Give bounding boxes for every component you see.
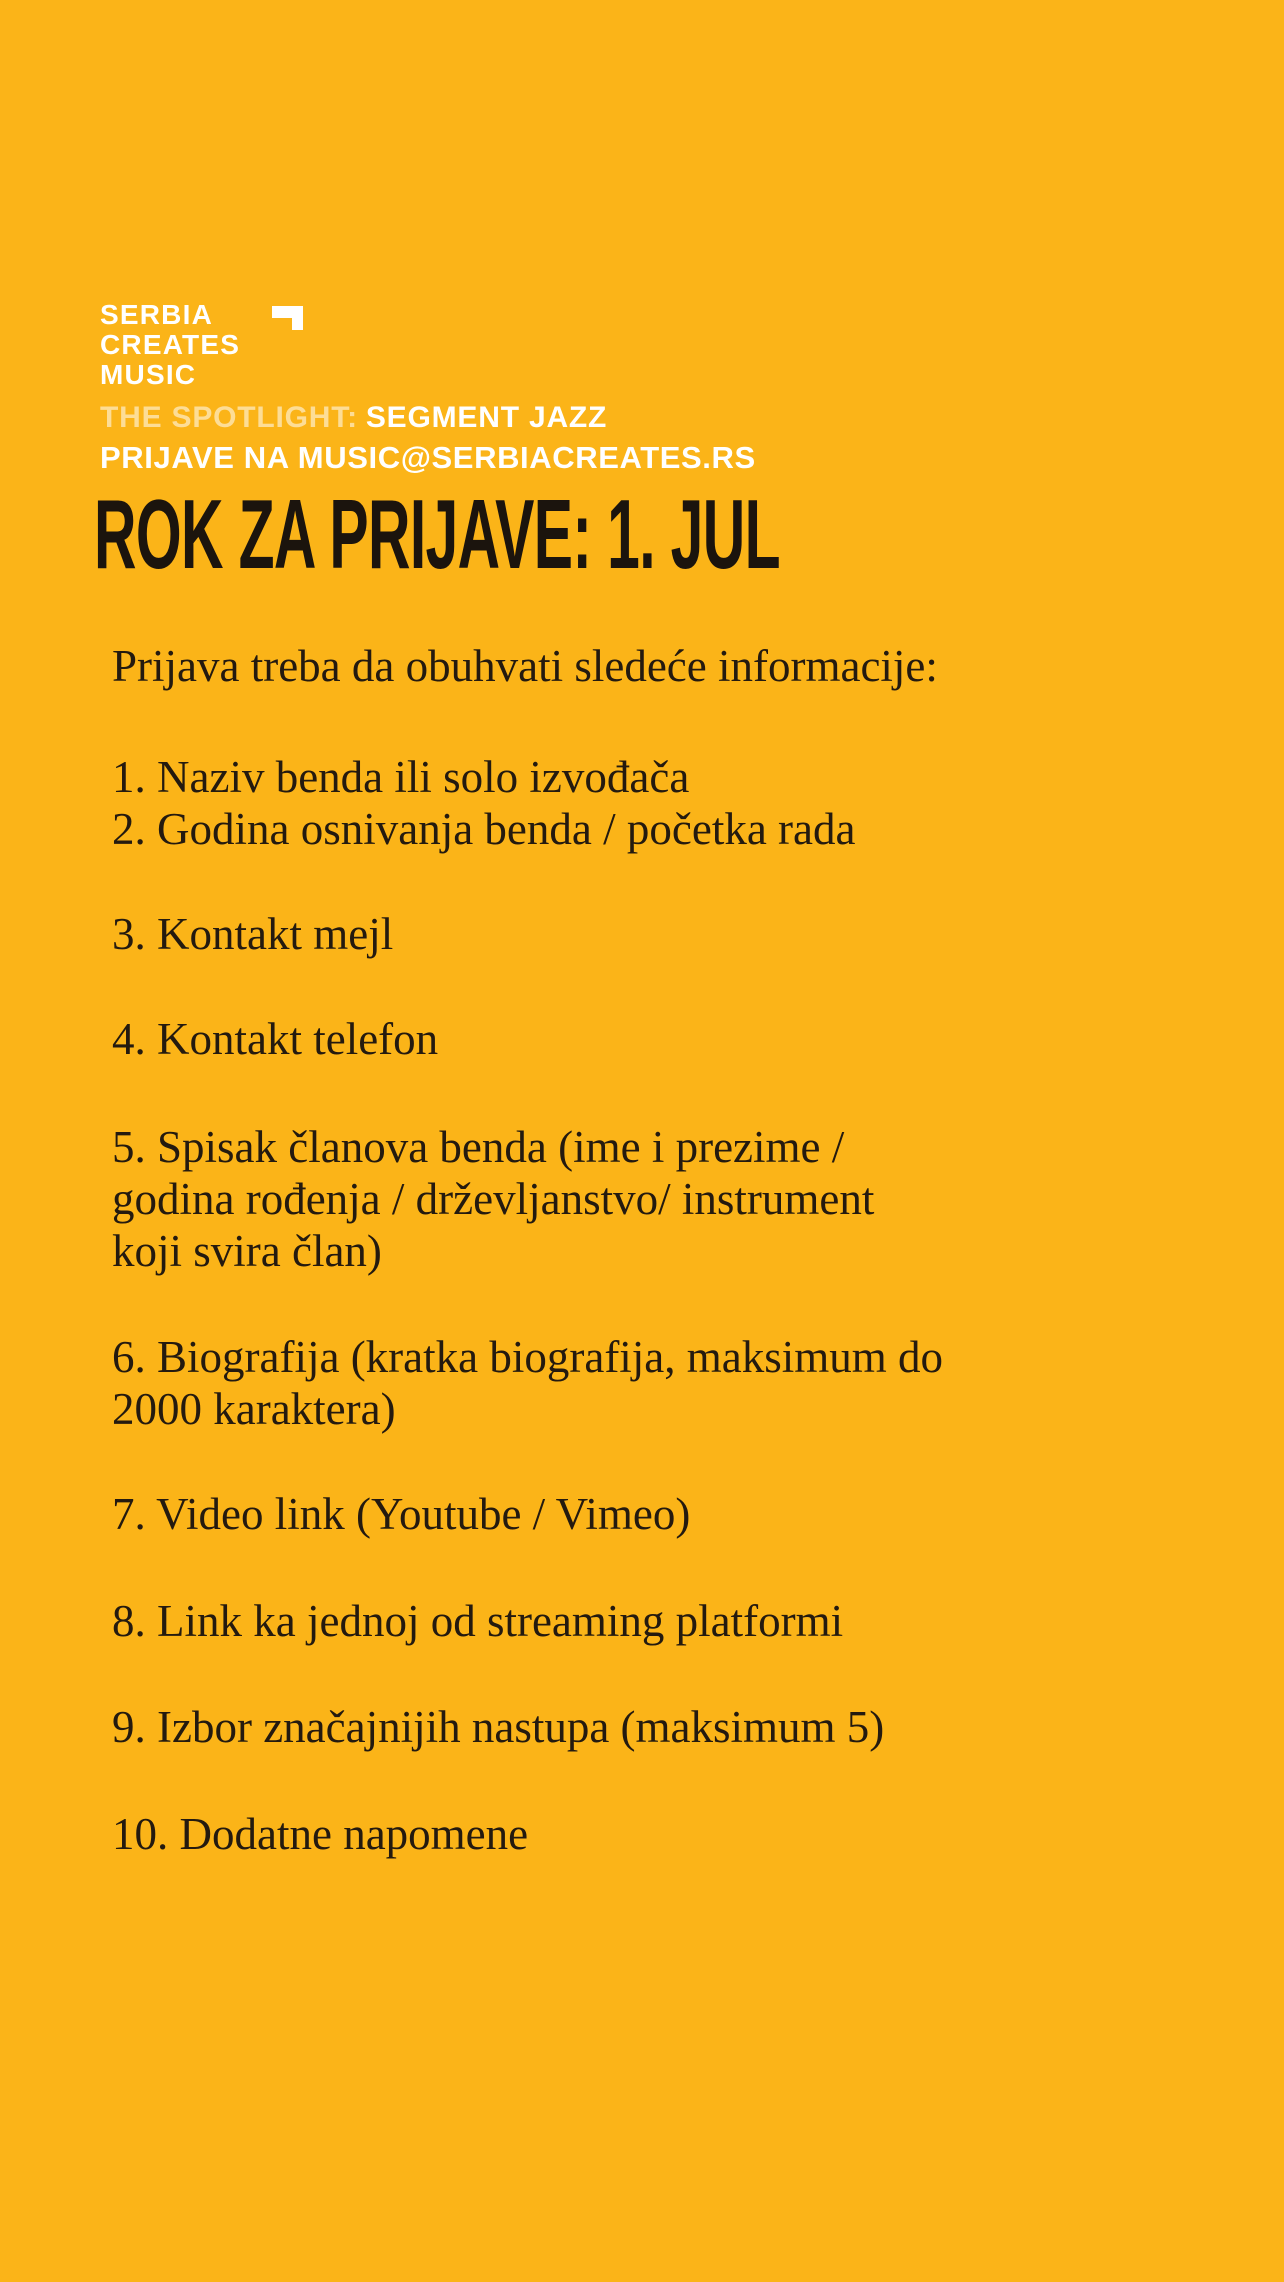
list-item-line: 6. Biografija (kratka biografija, maksimum do xyxy=(112,1332,944,1382)
list-item xyxy=(112,1701,884,1753)
list-item xyxy=(112,1121,874,1277)
list-item xyxy=(112,1808,528,1860)
list-item-line: 5. Spisak članova benda (ime i prezime / xyxy=(112,1122,845,1172)
list-item-line: koji svira član) xyxy=(112,1226,382,1276)
list-item-line: 3. Kontakt mejl xyxy=(112,909,394,959)
apply-email-line: PRIJAVE NA MUSIC@SERBIACREATES.RS xyxy=(100,440,756,475)
list-item xyxy=(112,1488,690,1540)
corner-bracket-icon xyxy=(272,306,303,330)
list-item xyxy=(112,751,689,803)
logo-line-music: MUSIC xyxy=(100,359,197,390)
list-item-line: 1. Naziv benda ili solo izvođača xyxy=(112,752,690,802)
list-item xyxy=(112,908,393,960)
list-item-line: 10. Dodatne napomene xyxy=(112,1809,529,1859)
list-item xyxy=(112,1013,438,1065)
list-item-line: godina rođenja / drževljanstvo/ instrument xyxy=(112,1174,875,1224)
list-item-line: 4. Kontakt telefon xyxy=(112,1014,439,1064)
list-item xyxy=(112,1331,943,1435)
logo-line-creates: CREATES xyxy=(100,329,241,360)
list-item xyxy=(112,803,856,855)
list-item-line: 2000 karaktera) xyxy=(112,1384,396,1434)
spotlight-segment: SEGMENT JAZZ xyxy=(365,401,608,434)
list-item-line: 7. Video link (Youtube / Vimeo) xyxy=(112,1489,691,1539)
logo-line-serbia: SERBIA xyxy=(100,299,213,330)
list-item xyxy=(112,1595,843,1647)
list-item-line: 2. Godina osnivanja benda / početka rada xyxy=(112,804,856,854)
deadline-title: ROK ZA PRIJAVE: 1. JUL xyxy=(94,479,780,589)
list-item-line: 9. Izbor značajnijih nastupa (maksimum 5) xyxy=(112,1702,885,1752)
spotlight-label: THE SPOTLIGHT: xyxy=(100,401,358,434)
list-item-line: 8. Link ka jednoj od streaming platformi xyxy=(112,1596,844,1646)
serbia-creates-music-logo xyxy=(100,300,240,390)
spotlight-line xyxy=(100,401,607,435)
intro-line: Prijava treba da obuhvati sledeće informacije: xyxy=(112,641,938,691)
